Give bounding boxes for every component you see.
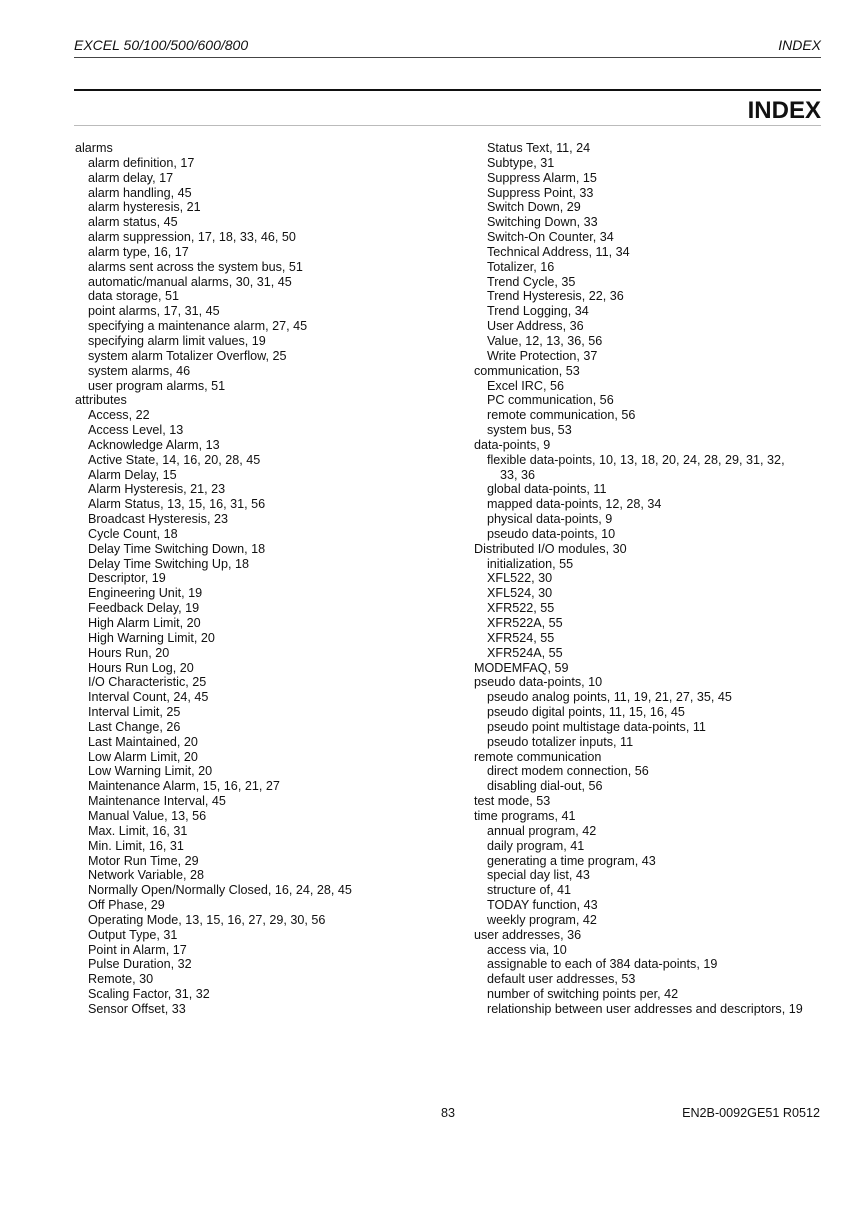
index-subentry: Write Protection, 37 [487, 348, 598, 363]
index-subentry: pseudo point multistage data-points, 11 [487, 719, 706, 734]
running-header [74, 37, 821, 58]
index-subentry: assignable to each of 384 data-points, 19 [487, 957, 718, 972]
index-subentry: disabling dial-out, 56 [487, 779, 603, 794]
title-rule-bottom [74, 125, 821, 126]
index-subentry: system bus, 53 [487, 423, 572, 438]
index-subentry: number of switching points per, 42 [487, 987, 679, 1002]
index-column-left [75, 141, 460, 1017]
index-subentry: Off Phase, 29 [88, 898, 165, 913]
index-heading: communication, 53 [474, 363, 580, 378]
index-subentry: Alarm Hysteresis, 21, 23 [88, 482, 226, 497]
title-rule-top [74, 89, 821, 91]
index-subentry: Hours Run, 20 [88, 645, 170, 660]
header-product-name: EXCEL 50/100/500/600/800 [74, 37, 249, 53]
index-subentry: alarm handling, 45 [88, 185, 192, 200]
index-heading: Distributed I/O modules, 30 [474, 541, 627, 556]
index-subentry: physical data-points, 9 [487, 512, 613, 527]
index-subentry: pseudo analog points, 11, 19, 21, 27, 35, 45 [487, 690, 732, 705]
index-subentry: weekly program, 42 [487, 912, 597, 927]
index-subentry: Access Level, 13 [88, 423, 184, 438]
index-subentry: XFR524, 55 [487, 630, 555, 645]
index-heading: MODEMFAQ, 59 [474, 660, 569, 675]
index-subentry: flexible data-points, 10, 13, 18, 20, 24, 28, 29, 31, 32, [487, 452, 785, 467]
index-subentry: alarm type, 16, 17 [88, 244, 189, 259]
index-subentry: Maintenance Interval, 45 [88, 794, 226, 809]
index-subentry: Last Change, 26 [88, 719, 181, 734]
index-subentry: Value, 12, 13, 36, 56 [487, 333, 603, 348]
index-subentry: generating a time program, 43 [487, 853, 656, 868]
index-subentry: High Alarm Limit, 20 [88, 616, 201, 630]
index-subentry: Switch Down, 29 [487, 200, 581, 215]
index-subentry: Trend Cycle, 35 [487, 274, 576, 289]
index-subentry: XFR524A, 55 [487, 645, 563, 660]
index-subentry: Hours Run Log, 20 [88, 660, 194, 675]
index-subentry: Sensor Offset, 33 [88, 1001, 186, 1016]
index-subentry: Maintenance Alarm, 15, 16, 21, 27 [88, 779, 280, 794]
index-subentry: global data-points, 11 [487, 482, 607, 497]
header-section-name: INDEX [778, 37, 821, 53]
index-subentry: Cycle Count, 18 [88, 526, 178, 541]
index-subentry: Alarm Delay, 15 [88, 467, 177, 482]
index-subentry: system alarm Totalizer Overflow, 25 [88, 348, 287, 363]
index-subentry: access via, 10 [487, 942, 567, 957]
index-subentry: point alarms, 17, 31, 45 [88, 304, 220, 319]
index-subentry: XFR522, 55 [487, 601, 555, 616]
index-subentry: Suppress Alarm, 15 [487, 170, 597, 185]
index-heading: attributes [75, 393, 127, 408]
index-subentry: Alarm Status, 13, 15, 16, 31, 56 [88, 497, 266, 512]
index-subentry: Pulse Duration, 32 [88, 957, 192, 972]
index-heading: remote communication [474, 749, 602, 764]
index-subentry: 33, 36 [500, 467, 536, 482]
index-subentry: Switching Down, 33 [487, 215, 598, 230]
index-subentry: Descriptor, 19 [88, 571, 166, 586]
index-subentry: Last Maintained, 20 [88, 734, 198, 749]
index-subentry: XFR522A, 55 [487, 616, 563, 630]
index-subentry: structure of, 41 [487, 883, 571, 898]
index-heading: pseudo data-points, 10 [474, 675, 603, 690]
index-subentry: remote communication, 56 [487, 408, 636, 423]
index-subentry: Max. Limit, 16, 31 [88, 823, 188, 838]
index-subentry: system alarms, 46 [88, 363, 191, 378]
index-subentry: High Warning Limit, 20 [88, 630, 215, 645]
page-title: INDEX [747, 97, 821, 124]
index-subentry: User Address, 36 [487, 319, 584, 334]
index-subentry: initialization, 55 [487, 556, 574, 571]
index-subentry: Min. Limit, 16, 31 [88, 838, 184, 853]
index-subentry: Status Text, 11, 24 [487, 141, 591, 155]
index-subentry: specifying alarm limit values, 19 [88, 333, 266, 348]
index-subentry: alarm status, 45 [88, 215, 178, 230]
index-subentry: Interval Count, 24, 45 [88, 690, 209, 705]
index-heading: data-points, 9 [474, 437, 551, 452]
index-subentry: Access, 22 [88, 408, 150, 423]
index-subentry: alarm hysteresis, 21 [88, 200, 201, 215]
index-subentry: annual program, 42 [487, 823, 597, 838]
index-subentry: Excel IRC, 56 [487, 378, 564, 393]
index-subentry: daily program, 41 [487, 838, 585, 853]
index-subentry: alarm definition, 17 [88, 155, 195, 170]
index-subentry: Operating Mode, 13, 15, 16, 27, 29, 30, 56 [88, 912, 326, 927]
index-subentry: Suppress Point, 33 [487, 185, 594, 200]
index-subentry: XFL522, 30 [487, 571, 553, 586]
index-subentry: mapped data-points, 12, 28, 34 [487, 497, 662, 512]
index-subentry: Trend Hysteresis, 22, 36 [487, 289, 624, 304]
index-subentry: PC communication, 56 [487, 393, 614, 408]
index-subentry: alarm suppression, 17, 18, 33, 46, 50 [88, 230, 296, 245]
footer-page-number: 83 [441, 1106, 456, 1120]
index-subentry: Interval Limit, 25 [88, 705, 181, 720]
index-subentry: user program alarms, 51 [88, 378, 226, 393]
index-subentry: Delay Time Switching Down, 18 [88, 541, 266, 556]
index-subentry: Delay Time Switching Up, 18 [88, 556, 249, 571]
index-heading: alarms [75, 141, 113, 155]
index-subentry: Subtype, 31 [487, 155, 555, 170]
index-subentry: Totalizer, 16 [487, 259, 555, 274]
index-heading: time programs, 41 [474, 808, 576, 823]
index-subentry: Technical Address, 11, 34 [487, 244, 630, 259]
index-heading: test mode, 53 [474, 794, 551, 809]
index-heading: user addresses, 36 [474, 927, 582, 942]
index-subentry: Switch-On Counter, 34 [487, 230, 614, 245]
index-subentry: Manual Value, 13, 56 [88, 808, 207, 823]
index-subentry: Output Type, 31 [88, 927, 178, 942]
index-subentry: Remote, 30 [88, 972, 154, 987]
index-subentry: pseudo data-points, 10 [487, 526, 616, 541]
index-subentry: pseudo totalizer inputs, 11 [487, 734, 634, 749]
index-subentry: data storage, 51 [88, 289, 180, 304]
index-subentry: special day list, 43 [487, 868, 590, 883]
footer-document-id: EN2B-0092GE51 R0512 [682, 1106, 820, 1120]
index-subentry: Low Alarm Limit, 20 [88, 749, 198, 764]
index-subentry: relationship between user addresses and descriptors, 19 [487, 1001, 803, 1016]
index-subentry: Scaling Factor, 31, 32 [88, 987, 210, 1002]
index-subentry: Low Warning Limit, 20 [88, 764, 213, 779]
index-subentry: Acknowledge Alarm, 13 [88, 437, 220, 452]
index-subentry: direct modem connection, 56 [487, 764, 649, 779]
index-subentry: alarm delay, 17 [88, 170, 174, 185]
index-subentry: Normally Open/Normally Closed, 16, 24, 28, 45 [88, 883, 352, 898]
index-subentry: pseudo digital points, 11, 15, 16, 45 [487, 705, 685, 720]
index-subentry: alarms sent across the system bus, 51 [88, 259, 303, 274]
index-column-right [474, 141, 824, 1017]
index-subentry: Trend Logging, 34 [487, 304, 589, 319]
index-subentry: automatic/manual alarms, 30, 31, 45 [88, 274, 292, 289]
index-subentry: Network Variable, 28 [88, 868, 204, 883]
index-subentry: Feedback Delay, 19 [88, 601, 200, 616]
index-subentry: TODAY function, 43 [487, 898, 598, 913]
index-subentry: I/O Characteristic, 25 [88, 675, 207, 690]
index-subentry: default user addresses, 53 [487, 972, 636, 987]
index-subentry: XFL524, 30 [487, 586, 553, 601]
index-subentry: Broadcast Hysteresis, 23 [88, 512, 228, 527]
index-subentry: Motor Run Time, 29 [88, 853, 199, 868]
index-subentry: Active State, 14, 16, 20, 28, 45 [88, 452, 261, 467]
index-subentry: specifying a maintenance alarm, 27, 45 [88, 319, 308, 334]
index-subentry: Engineering Unit, 19 [88, 586, 203, 601]
index-subentry: Point in Alarm, 17 [88, 942, 187, 957]
